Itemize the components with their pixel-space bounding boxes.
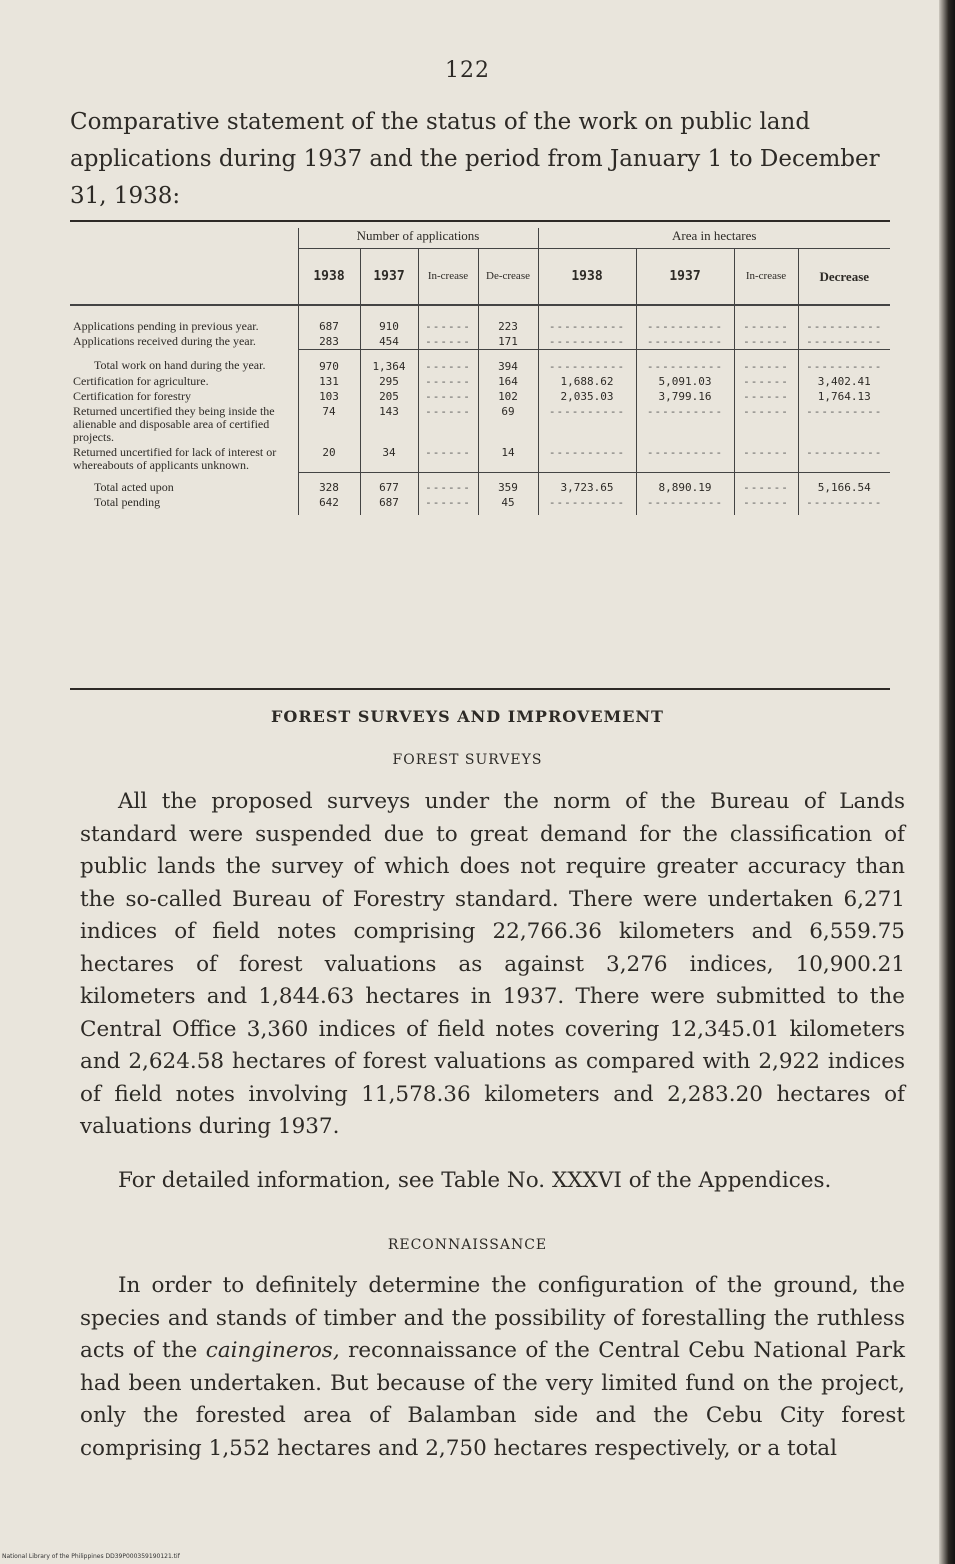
cell-area-1937: ----------: [636, 445, 734, 473]
cell-apps-increase: ------: [418, 349, 478, 374]
cell-apps-1937: 295: [360, 374, 418, 389]
cell-area-decrease: ----------: [798, 349, 890, 374]
cell-area-1938: 1,688.62: [538, 374, 636, 389]
intro-paragraph: Comparative statement of the status of the work on public land applications during 1937 and the period from January 1 to December 31, 1938:: [70, 109, 880, 209]
cell-area-1938: ----------: [538, 445, 636, 473]
row-label: Total work on hand during the year.: [94, 358, 266, 372]
cell-apps-1937: 205: [360, 389, 418, 404]
surveys-paragraph: All the proposed surveys under the norm of the Bureau of Lands standard were suspended due to great demand for the classification of public lands the survey of which does not require greater accuracy than the so-called Bureau of Forestry standard. There were undertaken 6,271 indices of field notes comprising 22,766.36 kilometers and 6,559.75 hectares of forest valuations as against 3,276 indices, 10,900.21 kilometers and 1,844.63 hectares in 1937. There were submitted to the Central Office 3,360 indices of field notes covering 12,345.01 kilometers and 2,624.58 hectares of forest valuations as compared with 2,922 indices of field notes involving 11,578.36 kilometers and 2,283.20 hectares of valuations during 1937.: [80, 789, 905, 1139]
cell-area-1938: 3,723.65: [538, 473, 636, 496]
col-header-1938: 1938: [298, 249, 360, 305]
cell-apps-1937: 677: [360, 473, 418, 496]
cell-apps-1937: 1,364: [360, 349, 418, 374]
cell-area-decrease: ----------: [798, 404, 890, 445]
cell-area-1937: 5,091.03: [636, 374, 734, 389]
page-edge-shadow: [939, 0, 955, 1564]
row-label: Returned uncertified for lack of interest or whereabouts of applicants unknown.: [73, 444, 277, 472]
row-label: Returned uncertified they being inside the alienable and disposable area of certified projects.: [73, 403, 275, 444]
cell-apps-decrease: 171: [478, 334, 538, 350]
cell-area-1938: ----------: [538, 305, 636, 334]
cell-apps-1937: 143: [360, 404, 418, 445]
cell-area-decrease: 5,166.54: [798, 473, 890, 496]
cell-apps-1937: 454: [360, 334, 418, 350]
cell-area-1938: ----------: [538, 495, 636, 515]
cell-area-increase: ------: [734, 349, 798, 374]
cell-apps-decrease: 394: [478, 349, 538, 374]
table-row: [70, 389, 890, 404]
cell-area-1937: ----------: [636, 334, 734, 350]
cell-apps-1938: 103: [298, 389, 360, 404]
reconnaissance-text-2: reconnaissance of the Central Cebu National Park had been undertaken. But because of the very limited fund on the project, only the forested area of Balamban side and the Cebu City forest comprising 1,552 hectares and 2,750 hectares respectively, or a total: [80, 1338, 905, 1461]
table-row: [70, 473, 890, 496]
table-row: [70, 495, 890, 515]
col-header-area-decrease: Decrease: [798, 249, 890, 305]
cell-apps-1937: 687: [360, 495, 418, 515]
cell-apps-decrease: 14: [478, 445, 538, 473]
cell-area-decrease: ----------: [798, 445, 890, 473]
cell-area-decrease: ----------: [798, 495, 890, 515]
group-area-header: Area in hectares: [538, 228, 890, 249]
cell-apps-1938: 131: [298, 374, 360, 389]
cell-apps-increase: ------: [418, 389, 478, 404]
row-label: Certification for agriculture.: [73, 373, 209, 388]
col-header-decrease: De-crease: [478, 249, 538, 305]
cell-apps-1938: 74: [298, 404, 360, 445]
applications-table: [70, 228, 890, 515]
cell-apps-decrease: 223: [478, 305, 538, 334]
cell-apps-1938: 20: [298, 445, 360, 473]
reconnaissance-paragraph: [80, 1270, 905, 1465]
cell-area-1937: ----------: [636, 305, 734, 334]
subheading-reconnaissance: RECONNAISSANCE: [387, 1237, 548, 1253]
cell-area-increase: ------: [734, 374, 798, 389]
cell-area-decrease: ----------: [798, 334, 890, 350]
col-header-area-1938: 1938: [538, 249, 636, 305]
cell-apps-increase: ------: [418, 404, 478, 445]
col-header-increase: In-crease: [418, 249, 478, 305]
cell-apps-1938: 328: [298, 473, 360, 496]
table-top-rule: [70, 220, 890, 222]
cell-apps-increase: ------: [418, 473, 478, 496]
cell-area-1938: ----------: [538, 404, 636, 445]
cell-apps-increase: ------: [418, 374, 478, 389]
row-label: Total pending: [94, 495, 161, 509]
table-bottom-rule: [70, 688, 890, 690]
cell-area-1937: 8,890.19: [636, 473, 734, 496]
cell-apps-1938: 970: [298, 349, 360, 374]
page-number: 122: [445, 58, 490, 83]
cell-apps-increase: ------: [418, 495, 478, 515]
cell-apps-increase: ------: [418, 445, 478, 473]
table-row: [70, 445, 890, 473]
cell-area-1937: ----------: [636, 404, 734, 445]
cell-apps-1937: 34: [360, 445, 418, 473]
row-label: Applications pending in previous year.: [73, 318, 259, 333]
subheading-forest-surveys: FOREST SURVEYS: [392, 752, 543, 768]
cell-area-decrease: 1,764.13: [798, 389, 890, 404]
group-applications-header: Number of applications: [298, 228, 538, 249]
info-paragraph: For detailed information, see Table No. XXXVI of the Appendices.: [118, 1168, 832, 1193]
cell-apps-1938: 283: [298, 334, 360, 350]
cell-area-increase: ------: [734, 473, 798, 496]
table-row: [70, 334, 890, 350]
cell-area-decrease: 3,402.41: [798, 374, 890, 389]
cell-apps-decrease: 102: [478, 389, 538, 404]
table-row: [70, 404, 890, 445]
cell-area-increase: ------: [734, 445, 798, 473]
table-row: [70, 305, 890, 334]
cell-apps-1938: 687: [298, 305, 360, 334]
col-header-area-1937: 1937: [636, 249, 734, 305]
reconnaissance-italic-term: caingineros,: [205, 1338, 340, 1363]
cell-apps-decrease: 164: [478, 374, 538, 389]
cell-area-1937: ----------: [636, 349, 734, 374]
cell-area-1938: ----------: [538, 349, 636, 374]
cell-area-1937: ----------: [636, 495, 734, 515]
row-label: Total acted upon: [94, 479, 174, 494]
cell-apps-decrease: 45: [478, 495, 538, 515]
cell-area-increase: ------: [734, 495, 798, 515]
reconnaissance-text-1: In order to definitely determine the configuration of the ground, the species and stands of timber and the possibility of forestalling the ruthless acts of the: [80, 1273, 905, 1363]
cell-apps-decrease: 359: [478, 473, 538, 496]
cell-area-1938: ----------: [538, 334, 636, 350]
row-label: Applications received during the year.: [73, 333, 256, 348]
table-row: [70, 374, 890, 389]
cell-area-increase: ------: [734, 305, 798, 334]
cell-area-1938: 2,035.03: [538, 389, 636, 404]
cell-apps-increase: ------: [418, 305, 478, 334]
cell-apps-increase: ------: [418, 334, 478, 350]
cell-area-1937: 3,799.16: [636, 389, 734, 404]
row-label: Certification for forestry: [73, 388, 191, 403]
cell-area-increase: ------: [734, 334, 798, 350]
col-header-1937: 1937: [360, 249, 418, 305]
cell-area-increase: ------: [734, 389, 798, 404]
col-header-area-increase: In-crease: [734, 249, 798, 305]
cell-apps-1937: 910: [360, 305, 418, 334]
cell-area-decrease: ----------: [798, 305, 890, 334]
cell-area-increase: ------: [734, 404, 798, 445]
cell-apps-1938: 642: [298, 495, 360, 515]
cell-apps-decrease: 69: [478, 404, 538, 445]
scan-footer: National Library of the Philippines DD39P000359190121.tif: [2, 1553, 180, 1560]
section-heading-forest: FOREST SURVEYS AND IMPROVEMENT: [271, 707, 664, 726]
table-row: [70, 349, 890, 374]
